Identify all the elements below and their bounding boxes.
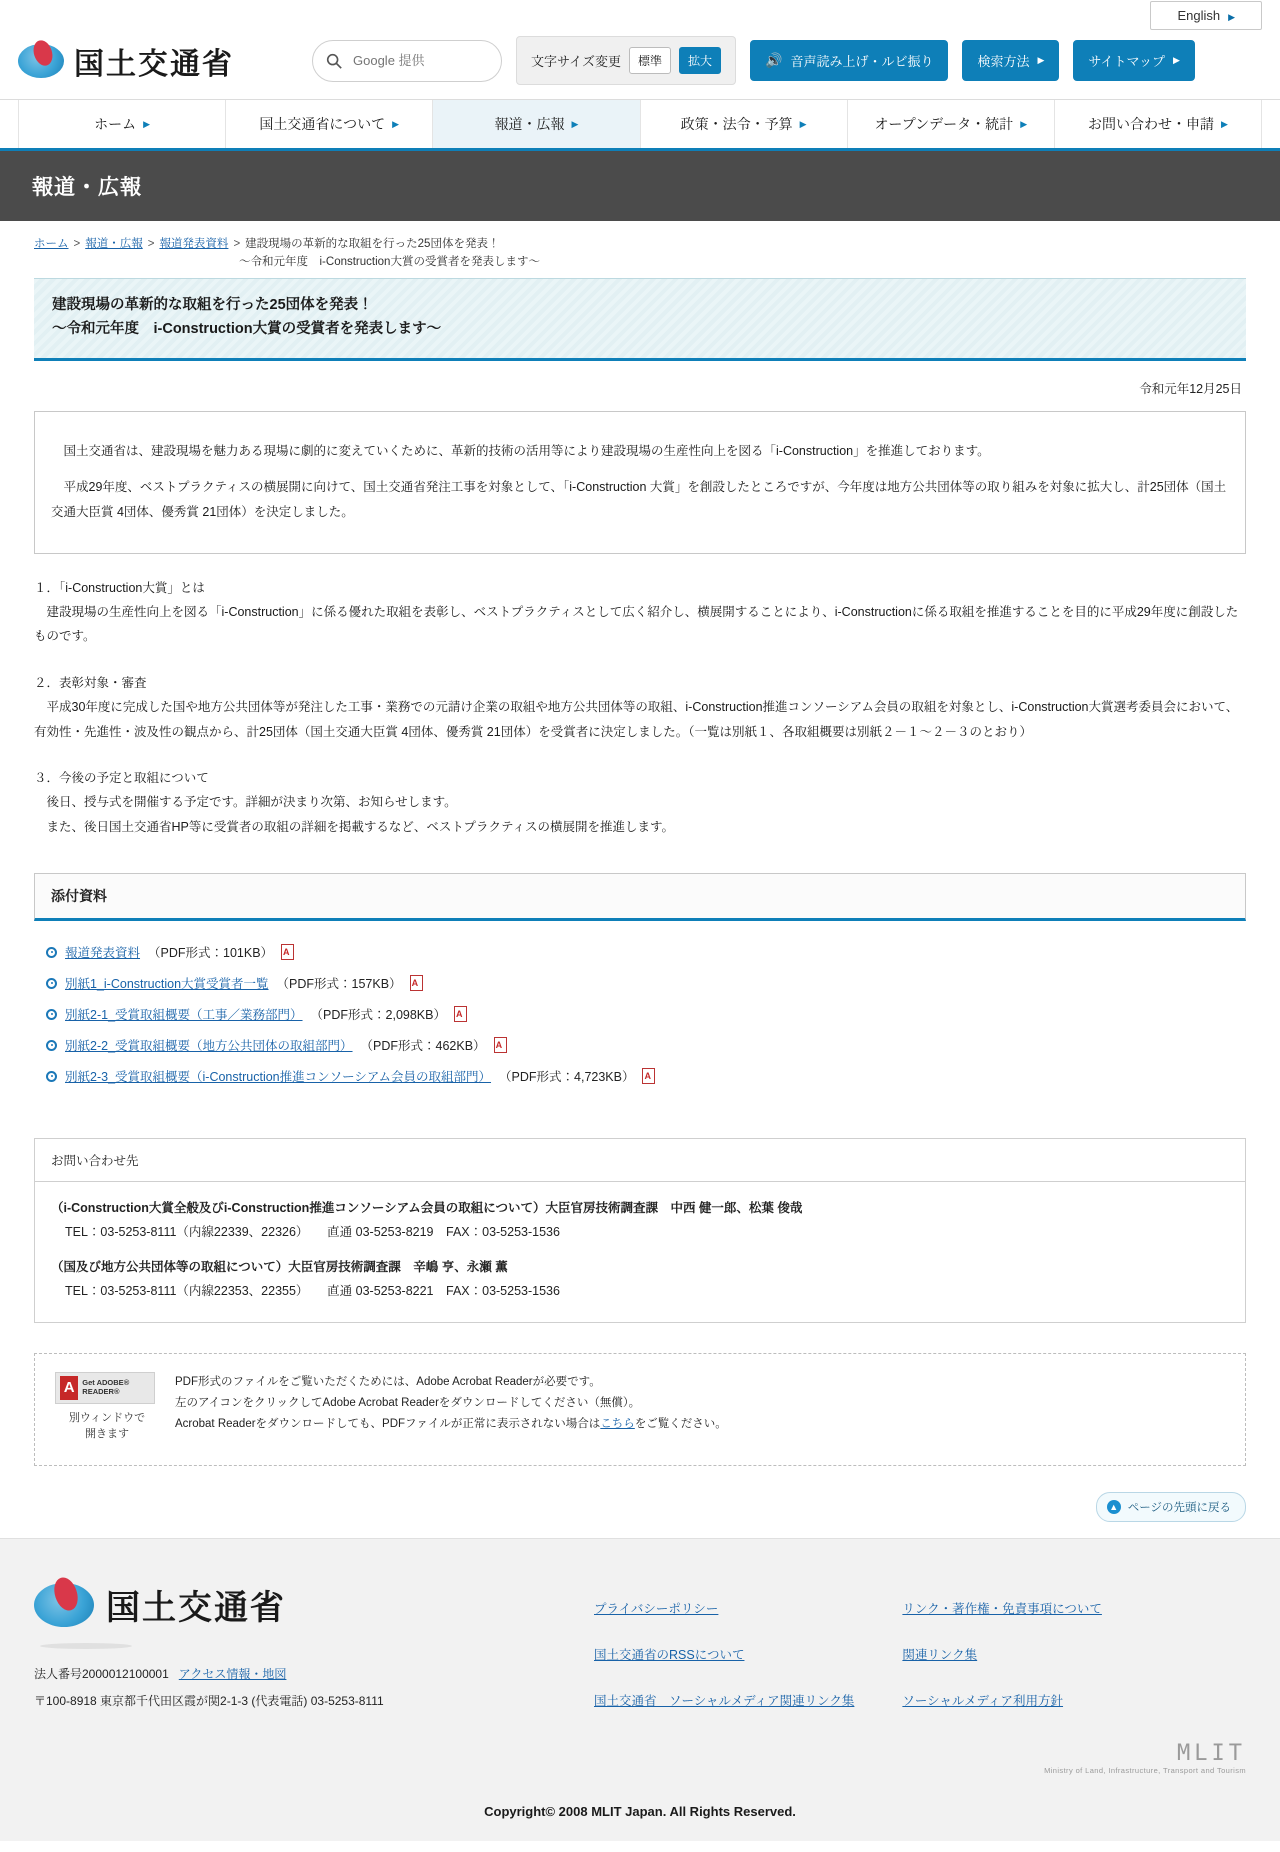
chevron-right-icon: ▶ [1037, 55, 1045, 65]
attachment-meta: （PDF形式：101KB） [148, 946, 274, 961]
article-date: 令和元年12月25日 [1139, 382, 1242, 397]
speaker-icon: 🔊 [765, 52, 783, 68]
breadcrumb-item-press[interactable]: 報道・広報 [85, 238, 143, 250]
breadcrumb-separator: > [73, 238, 81, 250]
font-size-normal-button[interactable]: 標準 [629, 47, 671, 74]
chevron-right-icon: ▶ [571, 118, 579, 129]
acrobat-caption-line2: 開きます [85, 1428, 129, 1441]
article-section-3 [34, 766, 1246, 839]
main-content [0, 278, 1280, 1466]
article-title-line2: ～令和元年度 i-Construction大賞の受賞者を発表します～ [52, 321, 442, 338]
footer-address: 〒100-8918 東京都千代田区霞が関2-1-3 (代表電話) 03-5253-8111 [34, 1693, 384, 1708]
attachment-row[interactable] [34, 968, 1246, 999]
access-map-link[interactable]: アクセス情報・地図 [178, 1666, 287, 1681]
breadcrumb-item-releases[interactable]: 報道発表資料 [159, 238, 229, 250]
attachment-meta: （PDF形式：4,723KB） [499, 1070, 635, 1085]
article-lead [34, 411, 1246, 554]
footer-left [34, 1575, 554, 1709]
article-title [34, 278, 1246, 361]
contact-tel: TEL：03-5253-8111（内線22339、22326） 直通 03-5253-8219 FAX：03-5253-1536 [65, 1225, 560, 1240]
acrobat-help-link[interactable]: こちら [600, 1418, 635, 1431]
footer-link-privacy[interactable]: プライバシーポリシー [594, 1601, 719, 1616]
back-to-top-button[interactable] [1096, 1492, 1246, 1522]
speech-reading-button[interactable] [750, 40, 948, 81]
nav-label: ホーム [94, 116, 137, 132]
nav-label: 政策・法令・予算 [680, 116, 793, 132]
section-heading: ２．表彰対象・審査 [34, 675, 147, 690]
acrobat-line3-post: をご覧ください。 [634, 1418, 727, 1431]
section-body: 平成30年度に完成した国や地方公共団体等が発注した工事・業務での元請け企業の取組や地方公共団体等の取組、i-Construction推進コンソーシアム会員の取組を対象とし、i-Construction大賞選考委員会において、有効性・先進性・波及性の観点から、計25団体（国土交通大臣賞 4団体、優秀賞 21団体）を受賞者に決定しました。（一覧は別紙１、各取組概要は別紙２－１～２－３のとおり） [34, 700, 1239, 739]
search-method-button[interactable] [962, 40, 1059, 81]
footer-corp-line [34, 1665, 554, 1682]
copyright: Copyright© 2008 MLIT Japan. All Rights Reserved. [0, 1785, 1280, 1841]
attachment-meta: （PDF形式：462KB） [360, 1039, 486, 1054]
breadcrumb [0, 221, 1280, 278]
nav-label: 国土交通省について [259, 116, 386, 132]
contact-title: （国及び地方公共団体等の取組について）大臣官房技術調査課 辛嶋 亨、永瀬 薫 [51, 1259, 508, 1274]
site-footer [0, 1538, 1280, 1735]
font-size-label: 文字サイズ変更 [531, 54, 621, 69]
chevron-right-icon: ▶ [1220, 118, 1228, 129]
bullet-icon [46, 1009, 57, 1020]
search-input[interactable] [351, 52, 481, 69]
footer-link-social-policy[interactable]: ソーシャルメディア利用方針 [902, 1693, 1064, 1708]
section-body: また、後日国土交通省HP等に受賞者の取組の詳細を掲載するなど、ベストプラクティスの横展開を推進します。 [34, 819, 674, 834]
acrobat-line-3 [175, 1414, 727, 1435]
contact-title: （i-Construction大賞全般及びi-Construction推進コンソーシアム会員の取組について）大臣官房技術調査課 中西 健一郎、松葉 俊哉 [51, 1201, 803, 1216]
bullet-icon [46, 1071, 57, 1082]
search-icon [325, 52, 343, 70]
nav-label: お問い合わせ・申請 [1087, 116, 1214, 132]
bullet-icon [46, 1040, 57, 1051]
article-title-line1: 建設現場の革新的な取組を行った25団体を発表！ [52, 296, 373, 313]
attachment-link[interactable]: 別紙2-1_受賞取組概要（工事／業務部門） [65, 1008, 303, 1023]
back-to-top-row [0, 1466, 1280, 1538]
bullet-icon [46, 978, 57, 989]
bullet-icon [46, 947, 57, 958]
acrobat-badge-caption [55, 1410, 159, 1443]
search-method-label: 検索方法 [977, 54, 1030, 69]
footer-link-social-links[interactable]: 国土交通省 ソーシャルメディア関連リンク集 [594, 1693, 855, 1708]
footer-links [594, 1575, 1246, 1709]
search-box[interactable] [312, 40, 502, 82]
pdf-icon [454, 1006, 467, 1022]
nav-item-press[interactable] [433, 100, 640, 148]
font-size-large-button[interactable]: 拡大 [679, 47, 721, 74]
contact-body [35, 1182, 1245, 1322]
english-label: English [1177, 7, 1221, 23]
section-heading: ３．今後の予定と取組について [34, 770, 209, 785]
attachment-row[interactable] [34, 1061, 1246, 1092]
section-body: 建設現場の生産性向上を図る「i-Construction」に係る優れた取組を表彰し、ベストプラクティスとして広く紹介し、横展開することにより、i-Constructionに係る取組を推進することを目的に平成29年度に創設したものです。 [34, 605, 1239, 644]
chevron-right-icon: ▶ [1172, 55, 1180, 65]
chevron-right-icon: ▶ [1020, 118, 1028, 129]
global-navigation [0, 99, 1280, 151]
attachment-row[interactable] [34, 1030, 1246, 1061]
sitemap-label: サイトマップ [1088, 54, 1165, 69]
acrobat-reader-icon: A Get ADOBE® READER® [55, 1372, 155, 1404]
pdf-icon [494, 1037, 507, 1053]
english-language-button[interactable] [1150, 1, 1262, 30]
attachment-meta: （PDF形式：157KB） [276, 977, 402, 992]
article-section-1 [34, 576, 1246, 649]
attachments-list [34, 937, 1246, 1092]
footer-link-copyright-terms[interactable]: リンク・著作権・免責事項について [902, 1601, 1102, 1616]
footer-logo[interactable] [34, 1575, 554, 1635]
attachment-row[interactable] [34, 999, 1246, 1030]
logo-shadow [40, 1643, 132, 1649]
site-header [0, 30, 1280, 99]
chevron-right-icon: ▶ [143, 118, 151, 129]
attachment-link[interactable]: 報道発表資料 [65, 946, 141, 961]
chevron-right-icon: ▶ [392, 118, 400, 129]
attachment-meta: （PDF形式：2,098KB） [310, 1008, 446, 1023]
nav-item-contact[interactable] [1055, 100, 1262, 148]
speech-label: 音声読み上げ・ルビ振り [790, 54, 934, 69]
attachments-heading: 添付資料 [34, 873, 1246, 921]
footer-site-name: 国土交通省 [106, 1588, 286, 1629]
lead-paragraph: 国土交通省は、建設現場を魅力ある現場に劇的に変えていくために、革新的技術の活用等により建設現場の生産性向上を図る「i-Construction」を推進しております。 [51, 443, 990, 458]
pdf-icon [410, 975, 423, 991]
footer-link-column-1 [594, 1599, 854, 1709]
section-body: 後日、授与式を開催する予定です。詳細が決まり次第、お知らせします。 [34, 795, 457, 810]
page-title: 報道・広報 [0, 151, 1280, 221]
sitemap-button[interactable] [1073, 40, 1195, 81]
acrobat-notice [34, 1353, 1246, 1466]
mlit-logo-icon [34, 1575, 94, 1635]
mlit-wordmark-sub: Ministry of Land, Infrastructure, Transport and Tourism [1044, 1765, 1246, 1775]
arrow-up-icon: ▲ [1107, 1500, 1121, 1514]
site-name: 国土交通省 [74, 46, 234, 82]
footer-link-column-2 [902, 1599, 1102, 1709]
font-size-control[interactable] [516, 36, 736, 85]
pdf-icon [281, 944, 294, 960]
attachment-row[interactable] [34, 937, 1246, 968]
attachment-link[interactable]: 別紙2-3_受賞取組概要（i-Construction推進コンソーシアム会員の取組部門） [65, 1070, 492, 1085]
footer-link-rss[interactable]: 国土交通省のRSSについて [594, 1647, 745, 1662]
nav-item-about[interactable] [226, 100, 433, 148]
acrobat-line3-pre: Acrobat Readerをダウンロードしても、PDFファイルが正常に表示されない場合は [175, 1418, 601, 1431]
attachment-link[interactable]: 別紙2-2_受賞取組概要（地方公共団体の取組部門） [65, 1039, 353, 1054]
breadcrumb-separator: > [147, 238, 155, 250]
mlit-wordmark [0, 1735, 1280, 1785]
acrobat-badge-title: Get ADOBE® READER® [82, 1377, 130, 1396]
acrobat-line-2: 左のアイコンをクリックしてAdobe Acrobat Readerをダウンロードしてください（無償）。 [175, 1396, 641, 1409]
breadcrumb-item-home[interactable]: ホーム [34, 238, 69, 250]
utility-bar [0, 0, 1280, 30]
lead-paragraph: 平成29年度、ベストプラクティスの横展開に向けて、国土交通省発注工事を対象として、「i-Construction 大賞」を創設したところですが、今年度は地方公共団体等の取り組みを対象に拡大し、計25団体（国土交通大臣賞 4団体、優秀賞 21団体）を決定しました。 [51, 480, 1227, 519]
chevron-right-icon: ▶ [1228, 11, 1235, 22]
acrobat-badge[interactable] [55, 1372, 159, 1443]
back-to-top-label: ページの先頭に戻る [1127, 1501, 1231, 1514]
footer-link-related-links[interactable]: 関連リンク集 [902, 1647, 978, 1662]
nav-item-home[interactable] [18, 100, 226, 148]
nav-item-policy[interactable] [641, 100, 848, 148]
acrobat-line-1: PDF形式のファイルをご覧いただくためには、Adobe Acrobat Readerが必要です。 [175, 1375, 601, 1388]
breadcrumb-separator: > [233, 238, 241, 250]
attachment-link[interactable]: 別紙1_i-Construction大賞受賞者一覧 [65, 977, 269, 992]
site-logo[interactable] [18, 38, 298, 84]
chevron-right-icon: ▶ [799, 118, 807, 129]
nav-item-opendata[interactable] [848, 100, 1055, 148]
pdf-icon [642, 1068, 655, 1084]
nav-label: 報道・広報 [494, 116, 565, 132]
corporate-number: 法人番号2000012100001 [34, 1666, 169, 1681]
acrobat-caption-line1: 別ウィンドウで [68, 1411, 146, 1424]
section-heading: １．「i-Construction大賞」とは [34, 580, 205, 595]
contact-tel: TEL：03-5253-8111（内線22353、22355） 直通 03-5253-8221 FAX：03-5253-1536 [65, 1284, 560, 1299]
contact-box [34, 1138, 1246, 1323]
mlit-wordmark-text: MLIT [1177, 1740, 1246, 1766]
article-section-2 [34, 671, 1246, 744]
breadcrumb-current-line2: ～令和元年度 i-Construction大賞の受賞者を発表します～ [239, 256, 540, 269]
nav-label: オープンデータ・統計 [874, 116, 1014, 132]
breadcrumb-current: 建設現場の革新的な取組を行った25団体を発表！ [245, 238, 500, 250]
acrobat-text [175, 1372, 727, 1443]
mlit-logo-icon [18, 38, 64, 84]
contact-heading: お問い合わせ先 [35, 1139, 1245, 1182]
